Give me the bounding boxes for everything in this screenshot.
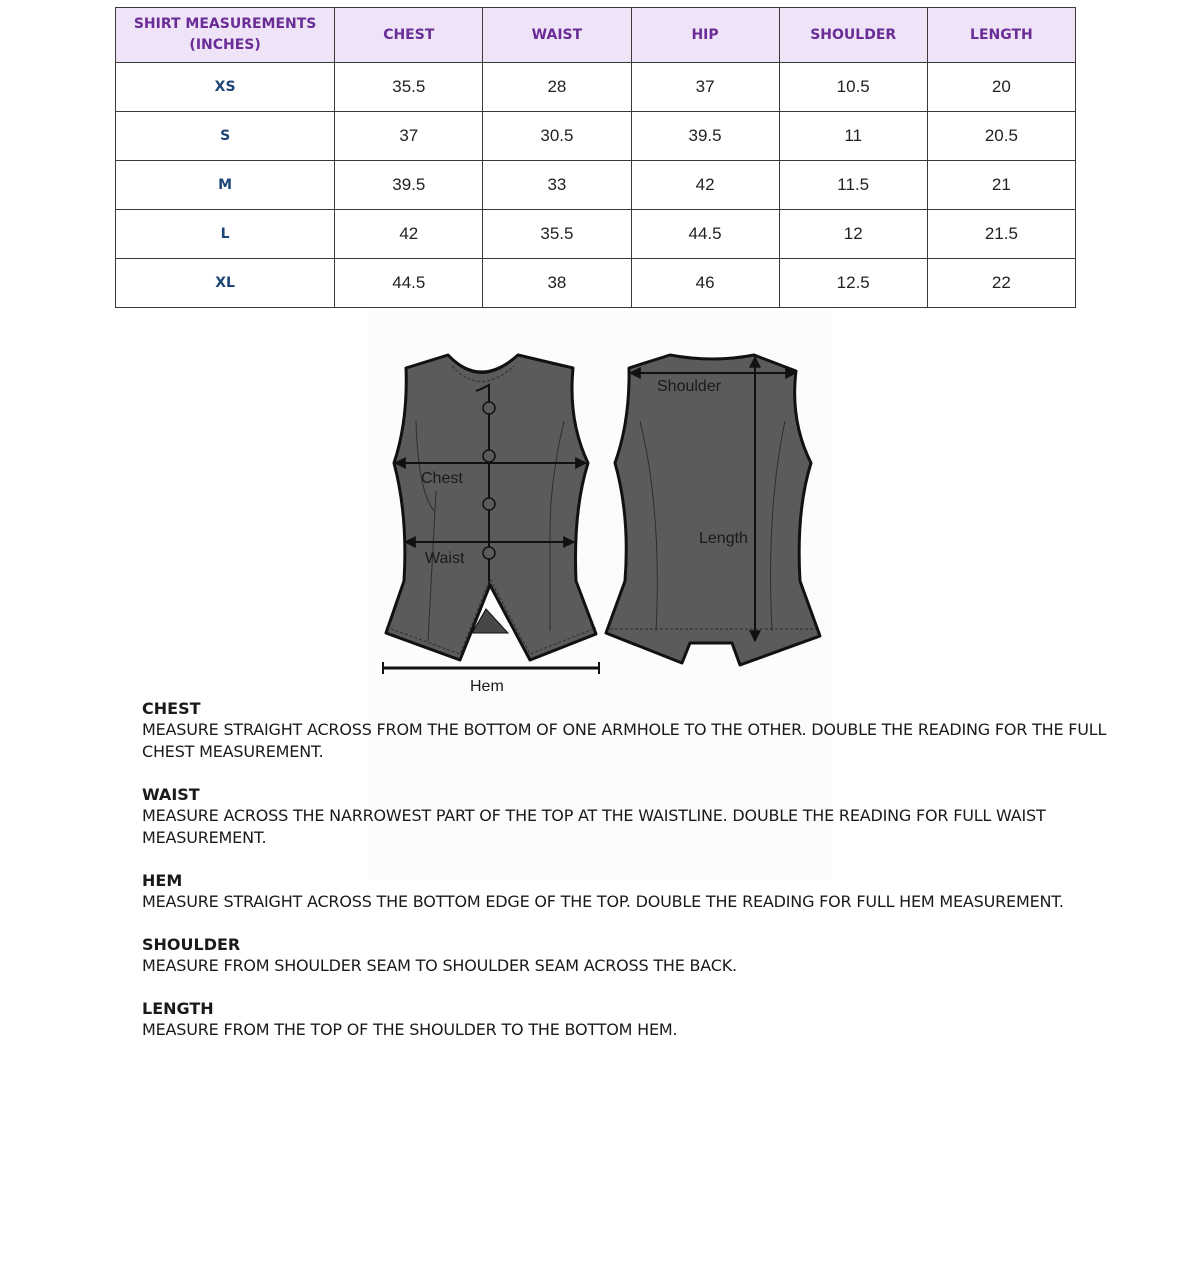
table-cell: 21.5 (927, 210, 1075, 259)
table-cell: 44.5 (631, 210, 779, 259)
table-cell: 42 (631, 161, 779, 210)
header-waist: WAIST (483, 8, 631, 63)
instruction-chest (142, 698, 1142, 763)
table-row (116, 63, 1076, 112)
table-cell: 20.5 (927, 112, 1075, 161)
table-row (116, 259, 1076, 308)
instruction-heading: LENGTH (142, 999, 214, 1018)
table-row (116, 161, 1076, 210)
measurement-instructions (142, 698, 1142, 1062)
table-cell: 22 (927, 259, 1075, 308)
table-cell: 12 (779, 210, 927, 259)
instruction-shoulder (142, 934, 1142, 977)
header-length: LENGTH (927, 8, 1075, 63)
table-row (116, 112, 1076, 161)
table-cell: 11 (779, 112, 927, 161)
instruction-waist (142, 784, 1142, 849)
size-chart-table (115, 7, 1076, 308)
instruction-heading: HEM (142, 871, 183, 890)
table-cell: 39.5 (335, 161, 483, 210)
vest-front (386, 355, 596, 660)
table-cell: 20 (927, 63, 1075, 112)
header-shoulder: SHOULDER (779, 8, 927, 63)
table-cell: 12.5 (779, 259, 927, 308)
header-title-line: SHIRT MEASUREMENTS (133, 16, 317, 32)
button-icon (483, 450, 495, 462)
length-label: Length (699, 530, 748, 547)
table-cell: 46 (631, 259, 779, 308)
instruction-heading: WAIST (142, 785, 200, 804)
table-cell: 10.5 (779, 63, 927, 112)
chest-label: Chest (421, 470, 463, 487)
table-cell: 37 (631, 63, 779, 112)
instruction-text: MEASURE FROM SHOULDER SEAM TO SHOULDER SEAM ACROSS THE BACK. (142, 956, 737, 975)
header-shirt-measurements (116, 8, 335, 63)
button-icon (483, 402, 495, 414)
hem-label: Hem (470, 678, 504, 695)
instruction-text: MEASURE FROM THE TOP OF THE SHOULDER TO THE BOTTOM HEM. (142, 1020, 678, 1039)
table-header-row (116, 8, 1076, 63)
table-cell: 28 (483, 63, 631, 112)
table-cell: 38 (483, 259, 631, 308)
table-cell: 30.5 (483, 112, 631, 161)
button-icon (483, 547, 495, 559)
size-label: XS (116, 63, 335, 112)
instruction-heading: CHEST (142, 699, 201, 718)
instruction-text: MEASURE STRAIGHT ACROSS THE BOTTOM EDGE OF THE TOP. DOUBLE THE READING FOR FULL HEM MEASUREMENT. (142, 892, 1064, 911)
table-cell: 35.5 (335, 63, 483, 112)
size-label: L (116, 210, 335, 259)
table-row (116, 210, 1076, 259)
size-label: S (116, 112, 335, 161)
table-cell: 35.5 (483, 210, 631, 259)
table-cell: 11.5 (779, 161, 927, 210)
table-cell: 39.5 (631, 112, 779, 161)
instruction-length (142, 998, 1142, 1041)
table-cell: 37 (335, 112, 483, 161)
shoulder-label: Shoulder (657, 378, 722, 395)
instruction-text: MEASURE STRAIGHT ACROSS FROM THE BOTTOM OF ONE ARMHOLE TO THE OTHER. DOUBLE THE READING FOR THE FULL CHEST MEASUREMENT. (142, 720, 1107, 761)
header-unit-line: (INCHES) (189, 37, 261, 53)
waist-label: Waist (425, 550, 465, 567)
vest-measurement-diagram (368, 311, 832, 711)
table-cell: 21 (927, 161, 1075, 210)
header-hip: HIP (631, 8, 779, 63)
size-label: M (116, 161, 335, 210)
instruction-text: MEASURE ACROSS THE NARROWEST PART OF THE TOP AT THE WAISTLINE. DOUBLE THE READING FOR FULL WAIST MEASUREMENT. (142, 806, 1046, 847)
table-cell: 44.5 (335, 259, 483, 308)
hem-arrow (383, 662, 599, 674)
header-chest: CHEST (335, 8, 483, 63)
table-cell: 33 (483, 161, 631, 210)
size-label: XL (116, 259, 335, 308)
instruction-heading: SHOULDER (142, 935, 241, 954)
table-cell: 42 (335, 210, 483, 259)
button-icon (483, 498, 495, 510)
vest-back (606, 355, 820, 665)
instruction-hem (142, 870, 1142, 913)
